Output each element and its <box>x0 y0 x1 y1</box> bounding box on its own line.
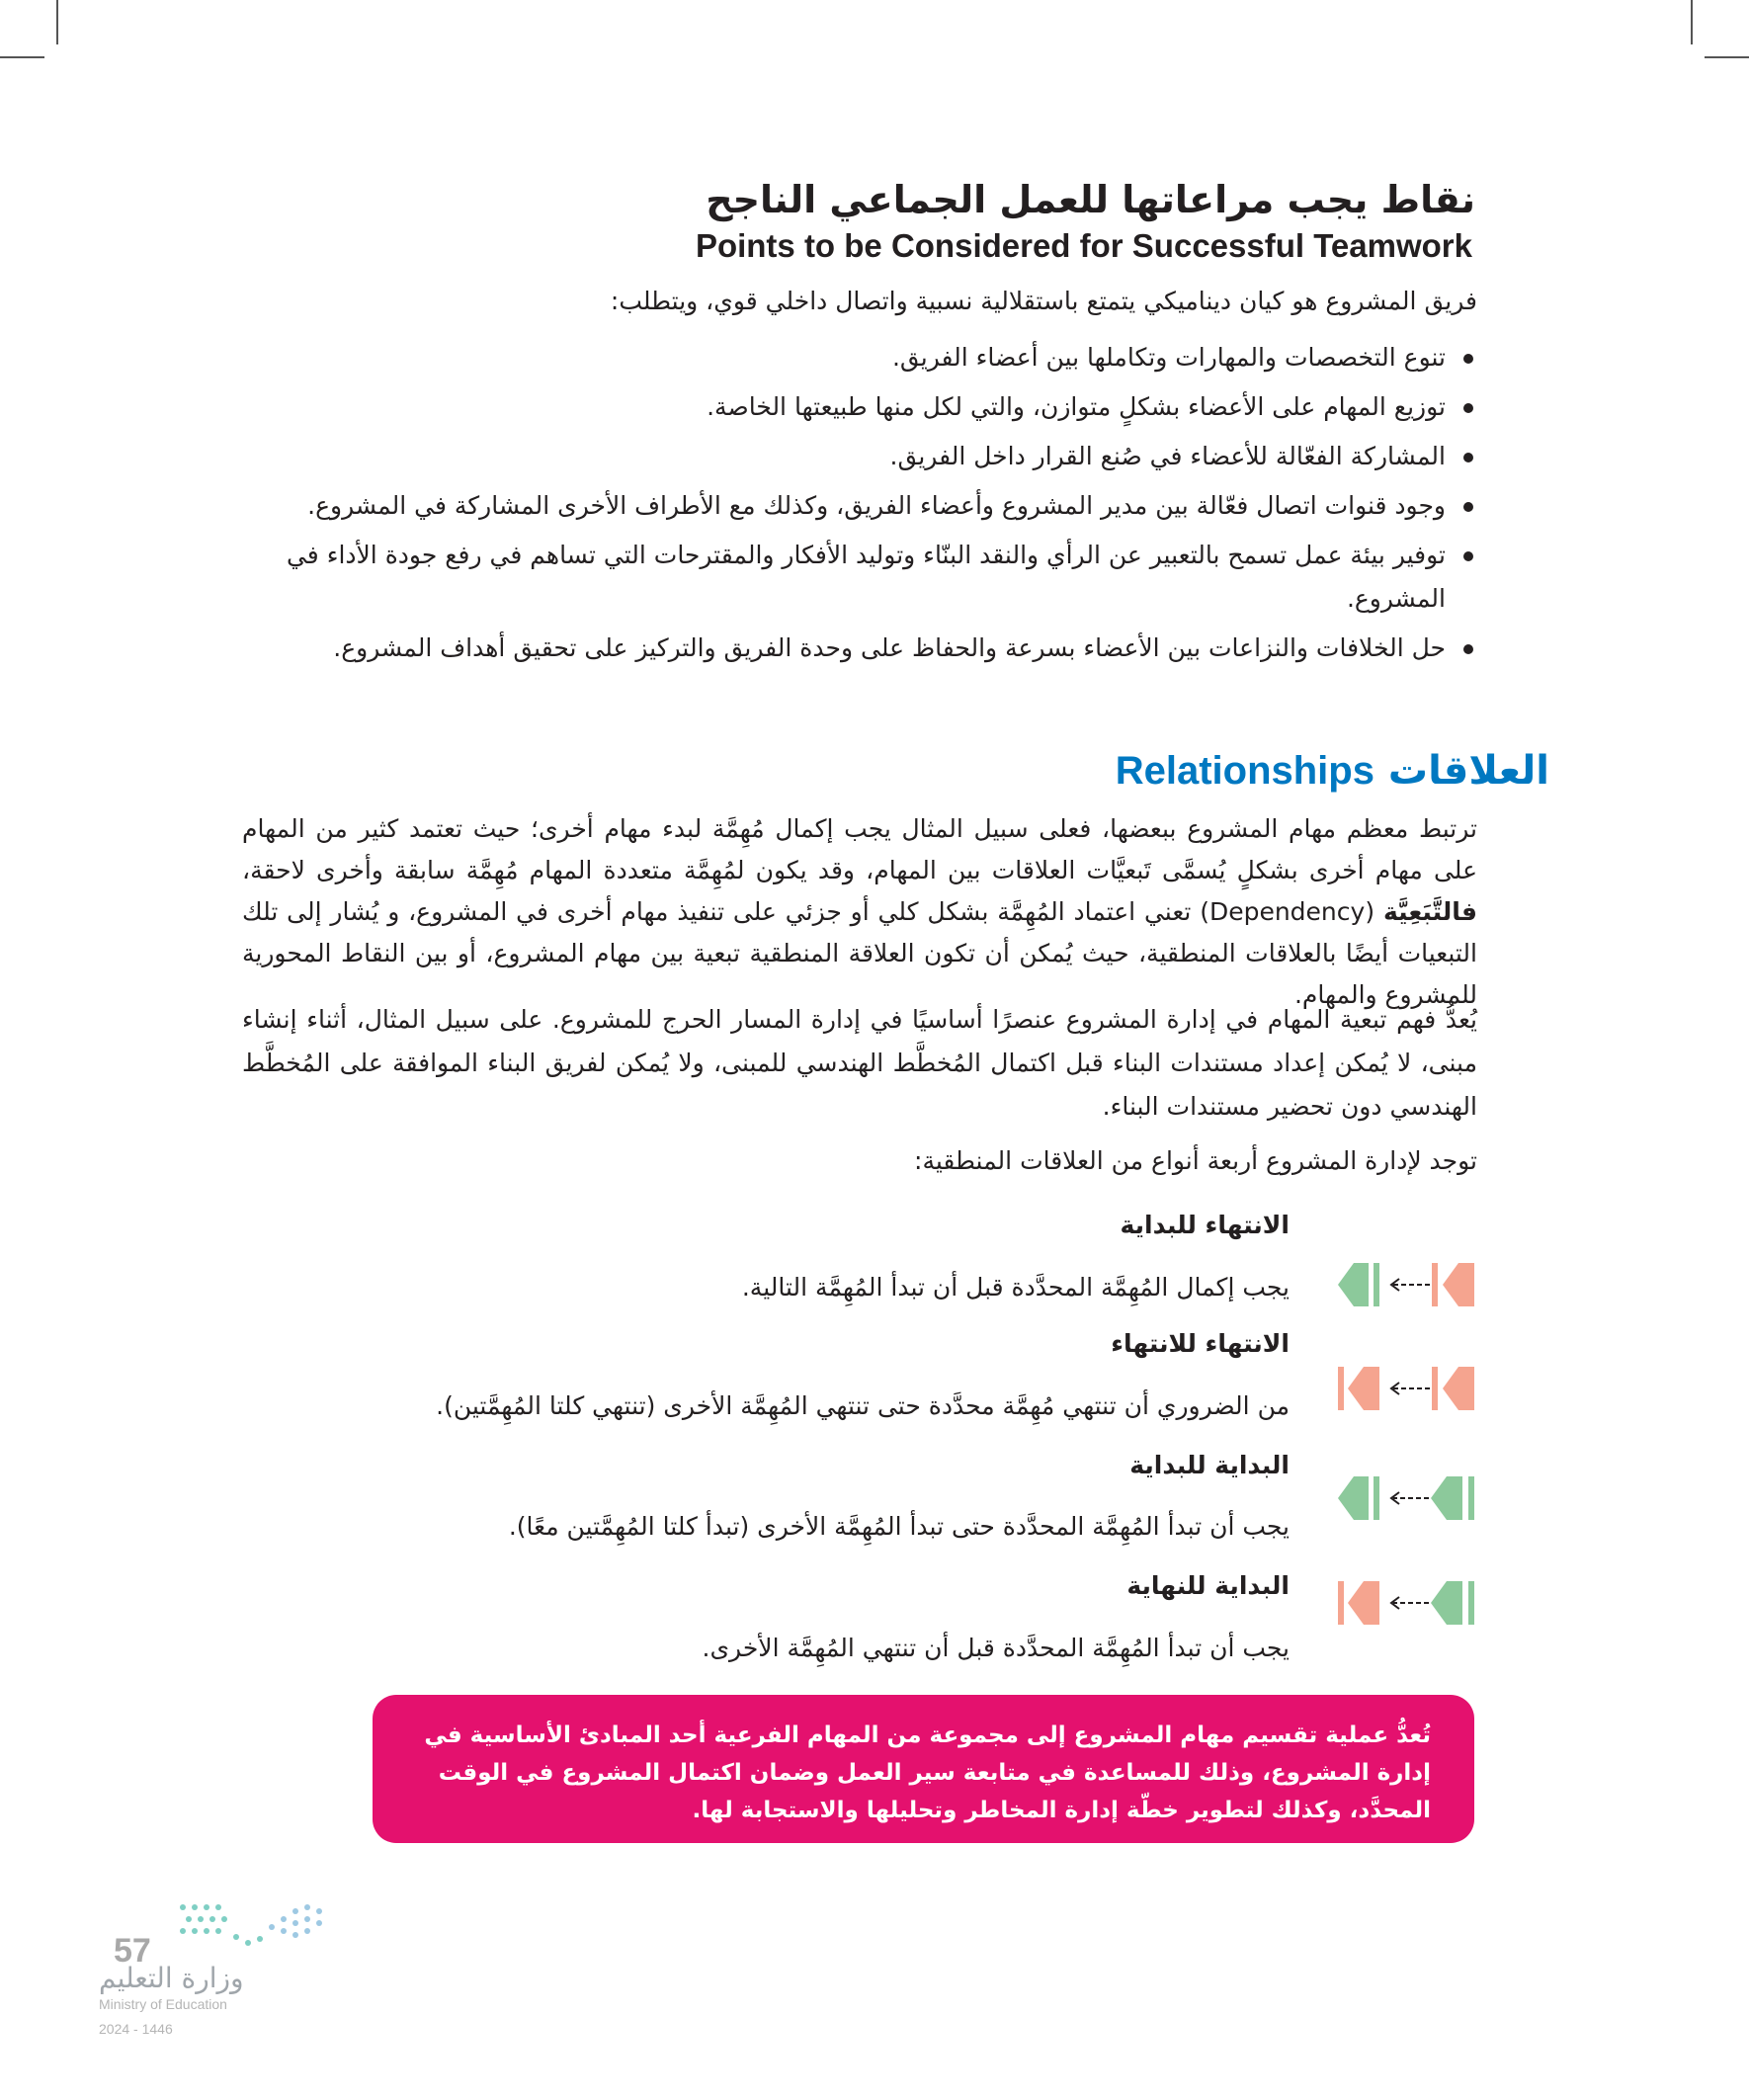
finish-to-finish-icon <box>1336 1359 1474 1418</box>
list-item: توفير بيئة عمل تسمح بالتعبير عن الرأي والنقد البنّاء وتوليد الأفكار والمقترحات التي تساهم في رفع جودة الأداء في المشروع. <box>247 534 1477 621</box>
bullet-icon <box>1463 453 1473 462</box>
relationships-heading-en: Relationships <box>1115 749 1374 793</box>
crop-mark <box>56 0 58 44</box>
relation-desc-start-to-finish: يجب أن تبدأ المُهِمَّة المحدَّدة قبل أن تنتهي المُهِمَّة الأخرى. <box>702 1634 1290 1662</box>
ministry-logo-icon <box>173 1897 326 1957</box>
relation-title-finish-to-finish: الانتهاء للانتهاء <box>1111 1329 1290 1358</box>
list-item: المشاركة الفعّالة للأعضاء في صُنع القرار داخل الفريق. <box>247 435 1477 478</box>
crop-mark <box>1691 0 1693 44</box>
list-item: حل الخلافات والنزاعات بين الأعضاء بسرعة والحفاظ على وحدة الفريق والتركيز على تحقيق أهداف المشروع. <box>247 627 1477 670</box>
dependency-term: فالتَّبَعِيَّة <box>1382 897 1477 926</box>
relation-title-finish-to-start: الانتهاء للبداية <box>1120 1211 1290 1239</box>
section-title-ar: نقاط يجب مراعاتها للعمل الجماعي الناجح <box>706 178 1475 221</box>
relationships-heading-ar: العلاقات <box>1387 748 1549 794</box>
bullet-icon <box>1463 502 1473 512</box>
relation-types-intro: توجد لإدارة المشروع أربعة أنواع من العلاقات المنطقية: <box>914 1146 1477 1175</box>
dependency-paragraph: يُعدُّ فهم تبعية المهام في إدارة المشروع عنصرًا أساسيًا في إدارة المسار الحرج للمشروع. على سبيل المثال، أثناء إنشاء مبنى، لا يُمكن إعداد مستندات البناء قبل اكتمال المُخطَّط الهندسي للمبنى، ولا يُمكن لفريق البناء الموافقة على المُخطَّط الهندسي دون تحضير مستندات البناء. <box>242 1005 1477 1121</box>
page-number: 57 <box>114 1932 151 1970</box>
relation-desc-finish-to-finish: من الضروري أن تنتهي مُهِمَّة محدَّدة حتى تنتهي المُهِمَّة الأخرى (تنتهي كلتا المُهِمَّتين). <box>436 1391 1290 1420</box>
list-item: توزيع المهام على الأعضاء بشكلٍ متوازن، والتي لكل منها طبيعتها الخاصة. <box>247 385 1477 429</box>
relation-desc-finish-to-start: يجب إكمال المُهِمَّة المحدَّدة قبل أن تبدأ المُهِمَّة التالية. <box>741 1273 1290 1302</box>
list-item: وجود قنوات اتصال فعّالة بين مدير المشروع وأعضاء الفريق، وكذلك مع الأطراف الأخرى المشاركة في المشروع. <box>247 484 1477 528</box>
callout-box: تُعدُّ عملية تقسيم مهام المشروع إلى مجموعة من المهام الفرعية أحد المبادئ الأساسية في إدارة المشروع، وذلك للمساعدة في متابعة سير العمل وضمان اكتمال المشروع في الوقت المحدَّد، وكذلك لتطوير خطّة إدارة المخاطر وتحليلها والاستجابة لها. <box>373 1695 1474 1843</box>
intro-paragraph: فريق المشروع هو كيان ديناميكي يتمتع باستقلالية نسبية واتصال داخلي قوي، ويتطلب: <box>610 287 1477 315</box>
start-to-start-icon <box>1336 1469 1474 1528</box>
edition-year: 2024 - 1446 <box>99 2021 173 2037</box>
finish-to-start-icon <box>1336 1255 1474 1314</box>
relationships-paragraph: ترتبط معظم مهام المشروع ببعضها، فعلى سبيل المثال يجب إكمال مُهِمَّة لبدء مهام أخرى؛ حيث تعتمد كثير من المهام على مهام أخرى بشكلٍ يُسمَّى تَبعيَّات العلاقات بين المهام، وقد يكون لمُهِمَّة متعددة المهام مُهِمَّة سابقة وأخرى لاحقة، فالتَّبَعِيَّة (Dependency) تعني اعتماد المُهِمَّة بشكل كلي أو جزئي على تنفيذ مهام أخرى في المشروع، و يُشار إلى تلك التبعيات أيضًا بالعلاقات المنطقية، حيث يُمكن أن تكون العلاقة المنطقية تبعية بين مهام المشروع، أو بين النقاط المحورية للمشروع والمهام. <box>242 814 1477 1009</box>
bullet-list <box>247 336 1477 676</box>
relationships-heading <box>1116 748 1549 794</box>
crop-mark <box>1705 56 1749 58</box>
list-item: تنوع التخصصات والمهارات وتكاملها بين أعضاء الفريق. <box>247 336 1477 379</box>
relation-title-start-to-start: البداية للبداية <box>1129 1451 1290 1479</box>
relation-desc-start-to-start: يجب أن تبدأ المُهِمَّة المحدَّدة حتى تبدأ المُهِمَّة الأخرى (تبدأ كلتا المُهِمَّتين معًا). <box>508 1512 1290 1541</box>
section-title-en: Points to be Considered for Successful Teamwork <box>695 227 1472 264</box>
ministry-name-en: Ministry of Education <box>99 1996 227 2012</box>
bullet-icon <box>1463 551 1473 561</box>
bullet-icon <box>1463 644 1473 654</box>
bullet-icon <box>1463 354 1473 364</box>
bullet-icon <box>1463 403 1473 413</box>
crop-mark <box>0 56 44 58</box>
start-to-finish-icon <box>1336 1573 1474 1633</box>
relation-title-start-to-finish: البداية للنهاية <box>1126 1571 1290 1600</box>
ministry-name-ar: وزارة التعليم <box>99 1962 244 1994</box>
